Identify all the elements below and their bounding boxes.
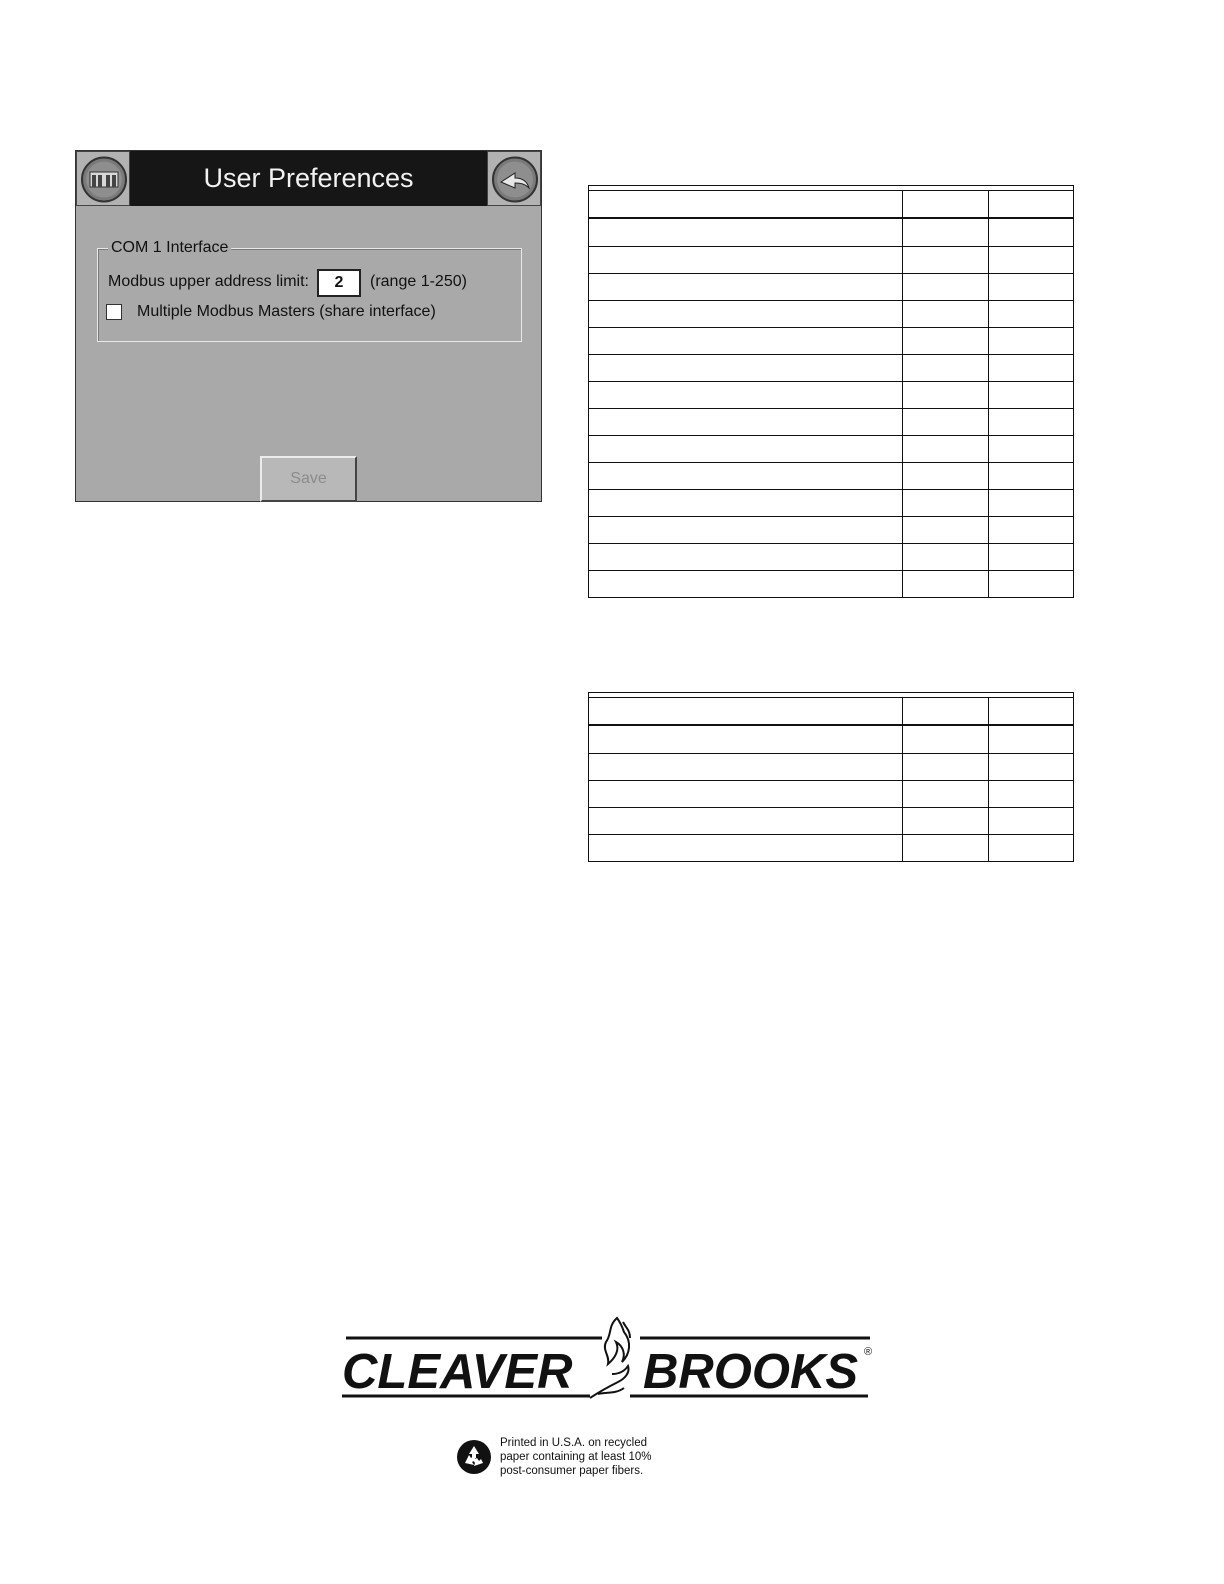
table-row [589,780,1073,807]
table-cell [903,247,989,273]
com1-groupbox [97,248,522,342]
table-row [589,219,1073,246]
table-cell [989,247,1073,273]
table-cell [903,190,989,217]
table-cell [589,247,903,273]
table-cell [589,808,903,834]
registered-mark: ® [864,1346,873,1358]
title-bar [76,151,541,206]
multiple-masters-checkbox[interactable] [106,304,122,320]
hmi-screenshot [75,150,542,502]
home-button[interactable] [76,151,130,206]
table-cell [589,726,903,753]
table-row [589,834,1073,861]
table-row [589,489,1073,516]
cleaver-brooks-logo [340,1312,880,1407]
table-row [589,807,1073,834]
table-cell [989,355,1073,381]
table-cell [989,754,1073,780]
table-cell [589,835,903,861]
table-cell [989,328,1073,354]
table-cell [589,490,903,516]
table-cell [589,517,903,543]
table-row [589,753,1073,780]
table-row [589,726,1073,753]
table-cell [589,463,903,489]
table-cell [989,463,1073,489]
table-cell [903,219,989,246]
table-cell [903,517,989,543]
table-cell [989,808,1073,834]
table-header-row [589,697,1073,726]
table-cell [903,355,989,381]
table-cell [989,517,1073,543]
table-header-row [589,190,1073,219]
brand-right-text: BROOKS [643,1345,859,1399]
table-cell [903,726,989,753]
table-cell [589,697,903,724]
table-row [589,246,1073,273]
save-button[interactable]: Save [260,456,357,502]
note-line: Printed in U.S.A. on recycled [500,1437,648,1449]
table-cell [989,726,1073,753]
table-cell [589,274,903,300]
table-row [589,462,1073,489]
note-line: post-consumer paper fibers. [500,1465,644,1477]
table-top-rule [589,697,1073,698]
table-cell [989,571,1073,597]
table-row [589,543,1073,570]
table-cell [589,544,903,570]
table-row [589,354,1073,381]
table-cell [903,436,989,462]
recycle-icon [456,1439,492,1475]
multiple-masters-label: Multiple Modbus Masters (share interface) [137,303,436,320]
table-row [589,327,1073,354]
table-cell [589,355,903,381]
table-cell [989,382,1073,408]
table-cell [989,835,1073,861]
table-cell [989,301,1073,327]
table-cell [989,274,1073,300]
table-cell [903,835,989,861]
blank-form-table-2 [588,692,1074,862]
boiler-room-icon [80,155,128,204]
table-cell [989,219,1073,246]
table-row [589,273,1073,300]
table-cell [903,463,989,489]
table-cell [903,274,989,300]
table-row [589,435,1073,462]
table-cell [989,697,1073,724]
table-cell [589,571,903,597]
table-cell [903,544,989,570]
table-cell [589,190,903,217]
table-cell [589,328,903,354]
back-arrow-icon [491,155,539,204]
back-button[interactable] [487,151,541,206]
modbus-limit-input[interactable]: 2 [317,269,361,297]
flame-hand-icon [590,1318,630,1398]
table-cell [989,190,1073,217]
table-row [589,516,1073,543]
table-cell [989,409,1073,435]
table-cell [903,754,989,780]
table-cell [589,219,903,246]
blank-form-table-1 [588,185,1074,598]
table-cell [903,328,989,354]
table-top-rule [589,190,1073,191]
table-row [589,300,1073,327]
note-line: paper containing at least 10% [500,1451,652,1463]
table-cell [589,781,903,807]
table-cell [903,409,989,435]
table-cell [903,382,989,408]
table-cell [903,571,989,597]
table-cell [989,781,1073,807]
modbus-limit-label: Modbus upper address limit: [108,273,309,290]
table-cell [903,697,989,724]
table-cell [989,490,1073,516]
table-row [589,408,1073,435]
page-title: User Preferences [203,163,414,193]
table-cell [903,490,989,516]
brand-left-text: CLEAVER [342,1345,573,1399]
table-cell [903,301,989,327]
table-cell [589,409,903,435]
table-row [589,570,1073,597]
table-cell [903,781,989,807]
table-cell [989,544,1073,570]
table-cell [589,301,903,327]
table-row [589,381,1073,408]
table-cell [903,808,989,834]
table-cell [589,754,903,780]
table-cell [589,382,903,408]
table-cell [989,436,1073,462]
modbus-limit-range: (range 1-250) [370,273,467,290]
table-cell [589,436,903,462]
group-label: COM 1 Interface [108,239,231,257]
recycled-paper-note [500,1436,740,1478]
